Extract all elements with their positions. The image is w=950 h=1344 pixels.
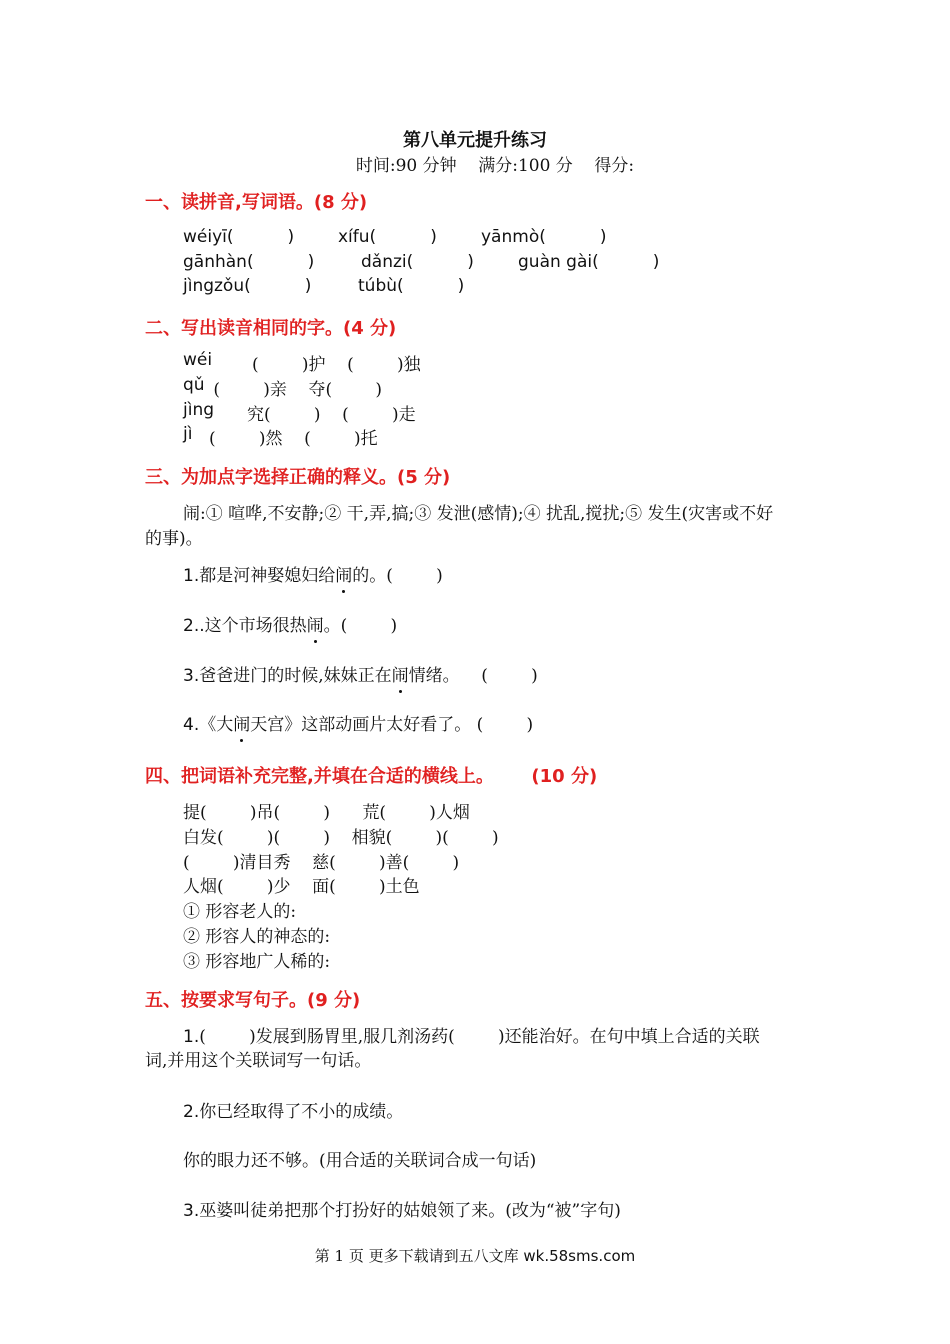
pinyin-item: guàn gài( ) — [518, 252, 660, 272]
question-1 — [183, 561, 443, 586]
page-footer — [0, 1245, 950, 1266]
dotted-char: 闹 — [335, 561, 352, 586]
question-number: 1. — [183, 1027, 200, 1047]
question-text: 你的眼力还不够。(用合适的关联词合成一句话) — [183, 1151, 537, 1171]
section-3-heading: 三、为加点字选择正确的释义。(5 分) — [145, 467, 451, 488]
pinyin-item: jìngzǒu( ) — [183, 276, 312, 296]
question-number: 1. — [183, 566, 200, 586]
idiom-line: 提( )吊( ) 荒( )人烟 — [183, 803, 470, 823]
question-3 — [183, 661, 538, 686]
sentence-task-2 — [183, 1097, 403, 1122]
question-text: 巫婆叫徒弟把那个打扮好的姑娘领了来。(改为“被”字句) — [199, 1201, 621, 1221]
question-text: 都是河神娶媳妇给 — [199, 566, 336, 586]
question-number: 4. — [183, 715, 200, 735]
pinyin-label: wéi — [183, 350, 213, 370]
definition-line: 的事)。 — [145, 529, 203, 549]
dotted-char: 闹 — [392, 661, 409, 686]
page-title: 第八单元提升练习 — [403, 130, 547, 151]
category-line: ① 形容老人的: — [183, 902, 297, 922]
category-line: ② 形容人的神态的: — [183, 927, 331, 947]
sentence-task-3 — [183, 1196, 621, 1221]
answer-blank: 。( ) — [323, 616, 398, 636]
sentence-task-1 — [183, 1022, 760, 1047]
question-text: 词,并用这个关联词写一句话。 — [145, 1051, 372, 1071]
pinyin-item: xífu( ) — [338, 227, 437, 247]
pinyin-item: túbù( ) — [358, 276, 465, 296]
question-number: 3. — [183, 666, 200, 686]
exam-meta: 时间:90 分钟 满分:100 分 得分: — [355, 156, 635, 176]
idiom-line: 白发( )( ) 相貌( )( ) — [183, 828, 499, 848]
question-text: 你已经取得了不小的成绩。 — [199, 1102, 404, 1122]
section-2-heading: 二、写出读音相同的字。(4 分) — [145, 318, 397, 339]
homophone-blanks: ( )亲 夺( ) — [208, 380, 383, 400]
question-number: 2. — [183, 1102, 200, 1122]
idiom-line: ( )清目秀 慈( )善( ) — [183, 853, 460, 873]
question-text: 《大 — [199, 715, 234, 735]
homophone-blanks: ( )护 ( )独 — [252, 355, 421, 375]
pinyin-label: jì — [183, 424, 193, 444]
pinyin-label: jìng — [183, 400, 215, 420]
question-number: 2.. — [183, 616, 205, 636]
question-4 — [183, 710, 533, 735]
dotted-char: 闹 — [233, 710, 250, 735]
section-4-heading: 四、把词语补充完整,并填在合适的横线上。 (10 分) — [145, 766, 598, 787]
idiom-line: 人烟( )少 面( )土色 — [183, 877, 420, 897]
question-number: 3. — [183, 1201, 200, 1221]
category-line: ③ 形容地广人稀的: — [183, 952, 331, 972]
section-1-heading: 一、读拼音,写词语。(8 分) — [145, 192, 368, 213]
footer-link[interactable]: wk.58sms.com — [523, 1247, 636, 1265]
answer-blank: 天宫》这部动画片太好看了。 ( ) — [250, 715, 534, 735]
question-2 — [183, 611, 397, 636]
answer-blank: 情绪。 ( ) — [408, 666, 538, 686]
pinyin-item: dǎnzi( ) — [361, 252, 474, 272]
question-text: 爸爸进门的时候,妹妹正在 — [199, 666, 392, 686]
pinyin-item: wéiyī( ) — [183, 227, 295, 247]
question-text: 这个市场很热 — [204, 616, 307, 636]
question-text: ( )发展到肠胃里,服几剂汤药( )还能治好。在句中填上合适的关联 — [199, 1027, 760, 1047]
pinyin-item: yānmò( ) — [481, 227, 607, 247]
section-5-heading: 五、按要求写句子。(9 分) — [145, 990, 361, 1011]
homophone-blanks: 究( ) ( )走 — [247, 405, 416, 425]
definition-line: 闹:① 喧哗,不安静;② 干,弄,搞;③ 发泄(感情);④ 扰乱,搅扰;⑤ 发生(灾害或不好 — [183, 504, 774, 524]
homophone-blanks: ( )然 ( )托 — [209, 429, 378, 449]
dotted-char: 闹 — [307, 611, 324, 636]
pinyin-item: gānhàn( ) — [183, 252, 315, 272]
answer-blank: 的。( ) — [352, 566, 443, 586]
pinyin-label: qǔ — [183, 375, 205, 395]
footer-text: 第 1 页 更多下载请到五八文库 — [314, 1247, 524, 1265]
